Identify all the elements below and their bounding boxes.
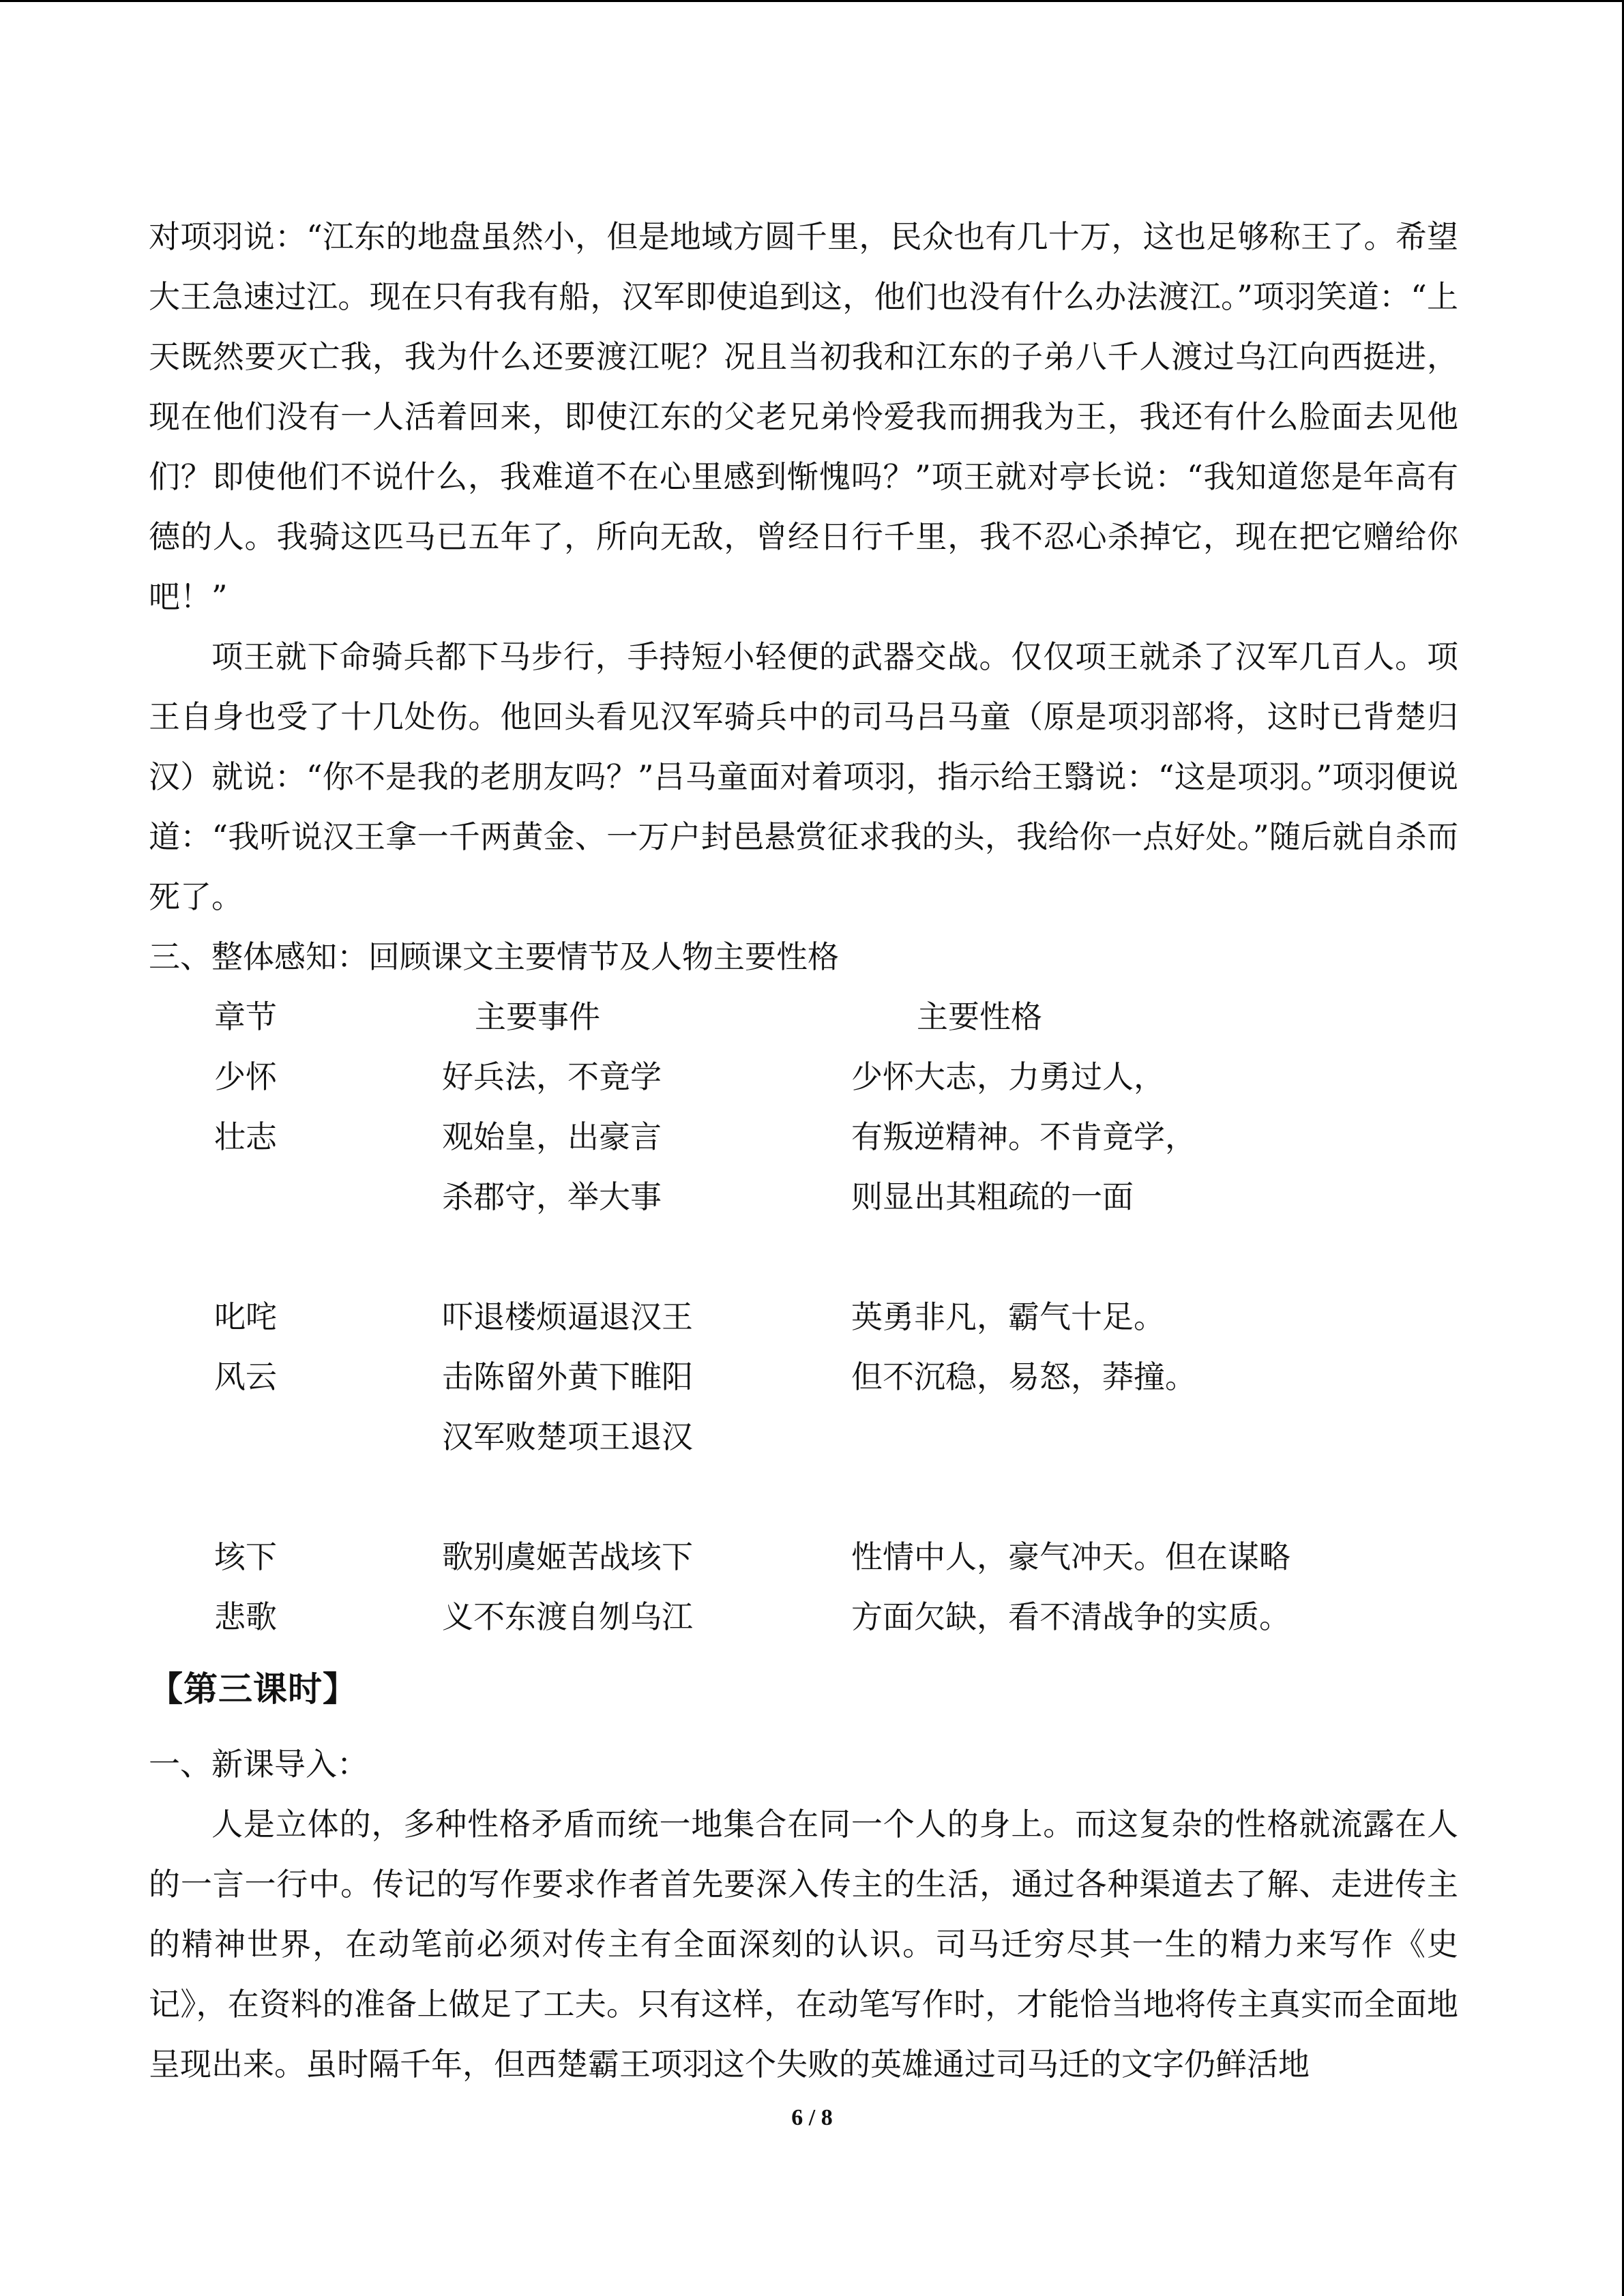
table-cell: 叱咤	[214, 1298, 277, 1335]
plot-character-table	[149, 987, 1458, 1647]
table-cell: 方面欠缺，看不清战争的实质。	[851, 1598, 1290, 1635]
table-cell: 则显出其粗疏的一面	[851, 1178, 1134, 1215]
table-row	[149, 1527, 1458, 1587]
table-header-cell: 主要事件	[475, 998, 600, 1035]
table-cell: 吓退楼烦逼退汉王	[442, 1298, 693, 1335]
table-row	[149, 1167, 1458, 1227]
table-cell: 少怀大志，力勇过人，	[851, 1058, 1165, 1095]
table-row	[149, 1407, 1458, 1467]
table-header-row	[149, 987, 1458, 1047]
lesson-title: 【第三课时】	[149, 1669, 357, 1709]
table-cell: 义不东渡自刎乌江	[442, 1598, 693, 1635]
table-cell: 悲歌	[214, 1598, 277, 1635]
table-row	[149, 1587, 1458, 1647]
table-cell: 有叛逆精神。不肯竟学，	[851, 1118, 1196, 1155]
table-spacer-row	[149, 1467, 1458, 1527]
intro-heading: 一、新课导入：	[149, 1746, 368, 1783]
table-cell: 但不沉稳，易怒，莽撞。	[851, 1358, 1196, 1395]
table-spacer-row	[149, 1227, 1458, 1287]
section-heading: 三、整体感知：回顾课文主要情节及人物主要性格	[149, 938, 839, 975]
table-header-cell: 主要性格	[917, 998, 1042, 1035]
intro-paragraph: 人是立体的，多种性格矛盾而统一地集合在同一个人的身上。而这复杂的性格就流露在人的一言一行中。传记的写作要求作者首先要深入传主的生活，通过各种渠道去了解、走进传主的精神世界，在动笔前必须对传主有全面深刻的认识。司马迁穷尽其一生的精力来写作《史记》，在资料的准备上做足了工夫。只有这样，在动笔写作时，才能恰当地将传主真实而全面地呈现出来。虽时隔千年，但西楚霸王项羽这个失败的英雄通过司马迁的文字仍鲜活地	[149, 1806, 1458, 2083]
table-cell: 风云	[214, 1358, 277, 1395]
table-cell: 壮志	[214, 1118, 277, 1155]
table-cell: 垓下	[214, 1538, 277, 1575]
table-row	[149, 1107, 1458, 1167]
table-cell: 英勇非凡，霸气十足。	[851, 1298, 1165, 1335]
table-cell: 杀郡守，举大事	[442, 1178, 662, 1215]
table-header-cell: 章节	[214, 998, 277, 1035]
page-content	[149, 207, 1458, 2094]
table-cell: 少怀	[214, 1058, 277, 1095]
page-number: 6 / 8	[791, 2105, 833, 2130]
table-cell: 观始皇，出豪言	[442, 1118, 662, 1155]
table-cell: 性情中人，豪气冲天。但在谋略	[851, 1538, 1290, 1575]
table-cell: 好兵法，不竟学	[442, 1058, 662, 1095]
table-cell: 汉军败楚项王退汉	[442, 1418, 693, 1455]
body-paragraph: 项王就下命骑兵都下马步行，手持短小轻便的武器交战。仅仅项王就杀了汉军几百人。项王自身也受了十几处伤。他回头看见汉军骑兵中的司马吕马童（原是项羽部将，这时已背楚归汉）就说：“你不是我的老朋友吗？”吕马童面对着项羽，指示给王翳说：“这是项羽。”项羽便说道：“我听说汉王拿一千两黄金、一万户封邑悬赏征求我的头，我给你一点好处。”随后就自杀而死了。	[149, 638, 1458, 915]
table-cell: 歌别虞姬苦战垓下	[442, 1538, 693, 1575]
body-paragraph: 对项羽说：“江东的地盘虽然小，但是地域方圆千里，民众也有几十万，这也足够称王了。希望大王急速过江。现在只有我有船，汉军即使追到这，他们也没有什么办法渡江。”项羽笑道：“上天既然要灭亡我，我为什么还要渡江呢？况且当初我和江东的子弟八千人渡过乌江向西挺进，现在他们没有一人活着回来，即使江东的父老兄弟怜爱我而拥我为王，我还有什么脸面去见他们？即使他们不说什么，我难道不在心里感到惭愧吗？”项王就对亭长说：“我知道您是年高有德的人。我骑这匹马已五年了，所向无敌，曾经日行千里，我不忍心杀掉它，现在把它赠给你吧！”	[149, 218, 1458, 615]
table-row	[149, 1047, 1458, 1107]
table-cell: 击陈留外黄下睢阳	[442, 1358, 693, 1395]
table-row	[149, 1347, 1458, 1407]
table-row	[149, 1287, 1458, 1347]
